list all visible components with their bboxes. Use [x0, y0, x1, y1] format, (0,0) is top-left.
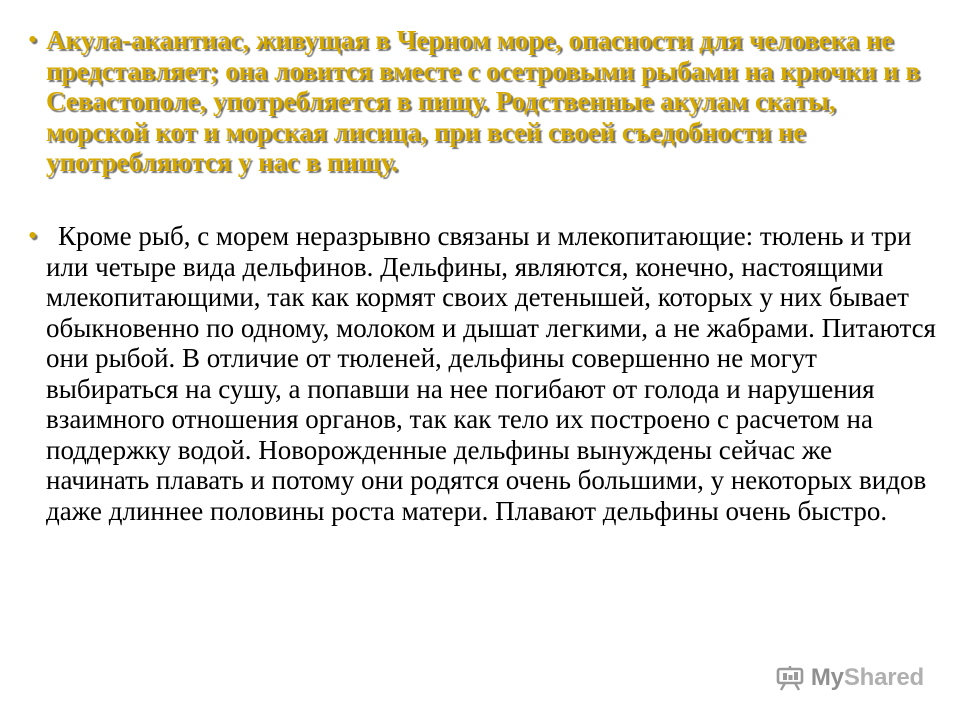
bullet-text-shark: Акула-акантиас, живущая в Черном море, опасности для человека не представляет; она ловится вместе с осетровыми рыбами на крючки и в Севастополе, употребляется в пищу. Родственные акулам скаты, морской кот и морская лисица, при всей своей съедобности не употребляются у нас в пищу. [46, 25, 920, 177]
watermark-brand-part2: Shared [843, 664, 924, 691]
bullet-text-dolphins: Кроме рыб, с морем неразрывно связаны и млекопитающие: тюлень и три или четыре вида дельфинов. Дельфины, являются, конечно, настоящими млекопитающими, так как кормят своих детенышей, которых у них бывает обыкновенно по одному, молоком и дышат легкими, а не жабрами. Питаются они рыбой. В отличие от тюленей, дельфины совершенно не могут выбираться на сушу, а попавши на нее погибают от голода и нарушения взаимного отношения органов, так как тело их построено с расчетом на поддержку водой. Новорожденные дельфины вынуждены сейчас же начинать плавать и потому они родятся очень большими, у некоторых видов даже длиннее половины роста матери. Плавают дельфины очень быстро. [46, 221, 936, 526]
bullet-marker: • [28, 25, 38, 54]
bullet-marker: • [28, 221, 38, 250]
watermark-brand [811, 664, 924, 692]
bullet-item-shark [28, 25, 938, 178]
watermark-brand-part1: My [810, 664, 844, 691]
bullet-item-dolphins [28, 221, 938, 526]
presentation-board-icon [775, 665, 805, 691]
myshared-watermark [775, 664, 924, 692]
